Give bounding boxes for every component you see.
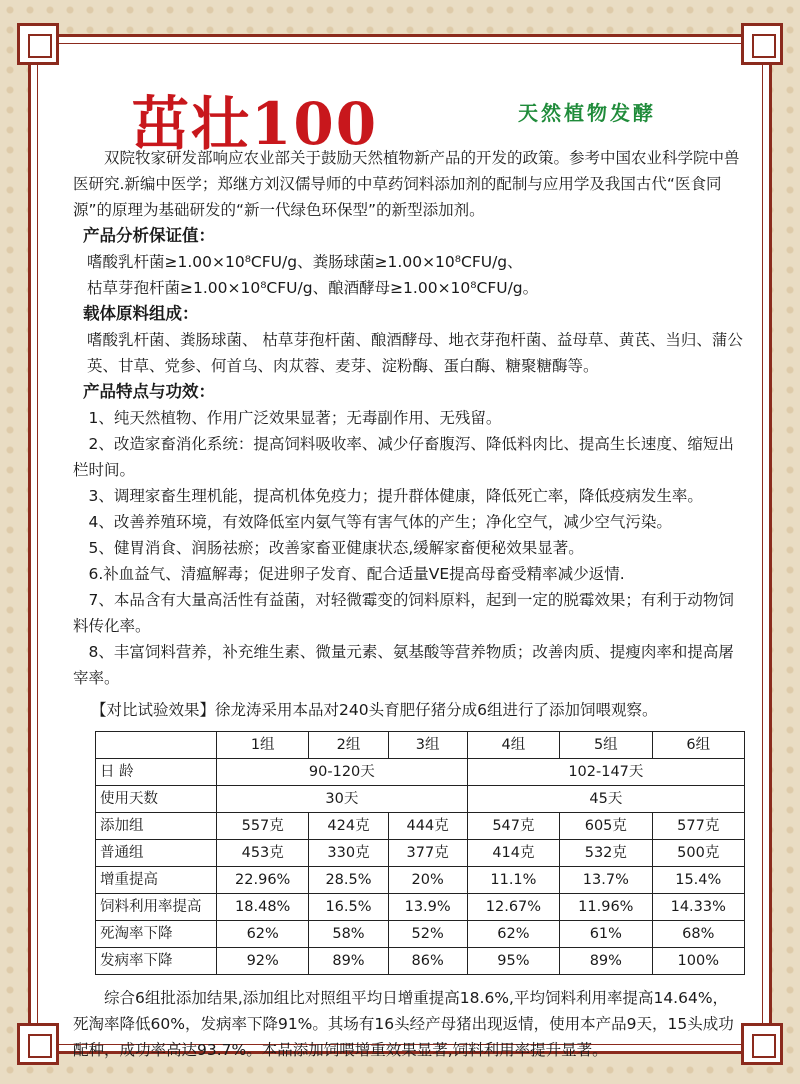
table-cell: 424克 <box>309 813 388 840</box>
table-cell: 13.7% <box>560 867 652 894</box>
table-cell: 11.1% <box>467 867 559 894</box>
feature-item: 1、纯天然植物、作用广泛效果显著；无毒副作用、无残留。 <box>88 409 502 427</box>
table-row <box>96 921 745 948</box>
table-cell: 14.33% <box>652 894 744 921</box>
analysis-heading: 产品分析保证值： <box>83 226 215 245</box>
row-label: 发病率下降 <box>96 948 217 975</box>
table-cell: 95% <box>467 948 559 975</box>
composition-heading: 载体原料组成： <box>83 304 199 323</box>
table-cell: 500克 <box>652 840 744 867</box>
table-row <box>96 759 745 786</box>
corner-ornament <box>741 23 783 65</box>
features-heading: 产品特点与功效： <box>83 382 215 401</box>
features-list <box>73 405 743 691</box>
trial-table <box>95 731 745 975</box>
table-cell: 16.5% <box>309 894 388 921</box>
intro-paragraph: 双院牧家研发部响应农业部关于鼓励天然植物新产品的开发的政策。参考中国农业科学院中兽医研究.新编中医学；郑继方刘汉儒导师的中草药饲料添加剂的配制与应用学及我国古代“医食同源”的原理为基础研发的“新一代绿色环保型”的新型添加剂。 <box>73 149 740 219</box>
table-cell: 45天 <box>467 786 744 813</box>
composition-text: 嗜酸乳杆菌、粪肠球菌、 枯草芽孢杆菌、酿酒酵母、地衣芽孢杆菌、益母草、黄芪、当归、蒲公英、甘草、党参、何首乌、肉苁蓉、麦芽、淀粉酶、蛋白酶、糖聚糖酶等。 <box>87 331 743 375</box>
table-cell: 62% <box>467 921 559 948</box>
group-header: 6组 <box>652 732 744 759</box>
corner-ornament <box>741 1023 783 1065</box>
feature-item: 7、本品含有大量高活性有益菌，对轻微霉变的饲料原料，起到一定的脱霉效果；有利于动物饲料传化率。 <box>73 591 734 635</box>
row-label: 增重提高 <box>96 867 217 894</box>
table-cell: 12.67% <box>467 894 559 921</box>
table-cell: 52% <box>388 921 467 948</box>
table-cell: 68% <box>652 921 744 948</box>
group-header: 2组 <box>309 732 388 759</box>
analysis-line: 枯草芽孢杆菌≥1.00×10⁸CFU/g、酿酒酵母≥1.00×10⁸CFU/g。 <box>87 279 539 297</box>
group-header: 4组 <box>467 732 559 759</box>
table-cell: 102-147天 <box>467 759 744 786</box>
row-label: 使用天数 <box>96 786 217 813</box>
table-cell: 330克 <box>309 840 388 867</box>
table-header-row <box>96 732 745 759</box>
table-row <box>96 894 745 921</box>
table-cell: 377克 <box>388 840 467 867</box>
product-title: 茁壮100 <box>131 90 379 158</box>
feature-item: 6.补血益气、清瘟解毒；促进卵子发育、配合适量VE提高母畜受精率减少返情. <box>88 565 625 583</box>
feature-item: 5、健胃消食、润肠祛瘀；改善家畜亚健康状态,缓解家畜便秘效果显著。 <box>88 539 584 557</box>
row-label: 添加组 <box>96 813 217 840</box>
product-subtitle: 天然植物发酵 <box>518 101 656 125</box>
table-row <box>96 840 745 867</box>
table-cell: 62% <box>217 921 309 948</box>
table-cell: 90-120天 <box>217 759 468 786</box>
summary-paragraph: 综合6组批添加结果,添加组比对照组平均日增重提高18.6%,平均饲料利用率提高14.64%，死淘率降低60%，发病率下降91%。其场有16头经产母猪出现返情，使用本产品9天，15头成功配种，成功率高达93.7%。本品添加饲喂增重效果显著,饲料利用率提升显著。 <box>73 989 734 1059</box>
feature-item: 2、改造家畜消化系统：提高饲料吸收率、减少仔畜腹泻、降低料肉比、提高生长速度、缩短出栏时间。 <box>73 435 734 479</box>
table-cell: 89% <box>309 948 388 975</box>
table-cell: 89% <box>560 948 652 975</box>
table-row <box>96 948 745 975</box>
trial-title: 【对比试验效果】徐龙涛采用本品对240头育肥仔猪分成6组进行了添加饲喂观察。 <box>91 701 658 719</box>
table-cell: 61% <box>560 921 652 948</box>
table-cell: 30天 <box>217 786 468 813</box>
table-cell: 28.5% <box>309 867 388 894</box>
table-cell: 13.9% <box>388 894 467 921</box>
table-cell: 100% <box>652 948 744 975</box>
page-frame <box>28 34 772 1059</box>
row-label: 饲料利用率提高 <box>96 894 217 921</box>
table-cell: 22.96% <box>217 867 309 894</box>
table-cell: 577克 <box>652 813 744 840</box>
table-row <box>96 867 745 894</box>
corner-ornament <box>17 23 59 65</box>
row-label: 普通组 <box>96 840 217 867</box>
table-cell: 605克 <box>560 813 652 840</box>
table-cell: 11.96% <box>560 894 652 921</box>
feature-item: 8、丰富饲料营养，补充维生素、微量元素、氨基酸等营养物质；改善肉质、提瘦肉率和提高屠宰率。 <box>73 643 734 687</box>
group-header: 3组 <box>388 732 467 759</box>
row-label: 死淘率下降 <box>96 921 217 948</box>
feature-item: 4、改善养殖环境，有效降低室内氨气等有害气体的产生；净化空气，减少空气污染。 <box>88 513 672 531</box>
table-cell: 15.4% <box>652 867 744 894</box>
table-cell: 453克 <box>217 840 309 867</box>
table-cell: 92% <box>217 948 309 975</box>
table-cell: 532克 <box>560 840 652 867</box>
trial-data-rows <box>96 813 745 975</box>
table-cell: 18.48% <box>217 894 309 921</box>
table-row <box>96 786 745 813</box>
main-content <box>73 145 743 1063</box>
corner-ornament <box>17 1023 59 1065</box>
analysis-line: 嗜酸乳杆菌≥1.00×10⁸CFU/g、粪肠球菌≥1.00×10⁸CFU/g、 <box>87 253 523 271</box>
group-header: 5组 <box>560 732 652 759</box>
table-cell: 58% <box>309 921 388 948</box>
table-cell: 414克 <box>467 840 559 867</box>
table-corner-cell <box>96 732 217 759</box>
table-cell: 547克 <box>467 813 559 840</box>
row-label: 日 龄 <box>96 759 217 786</box>
table-cell: 557克 <box>217 813 309 840</box>
table-cell: 444克 <box>388 813 467 840</box>
table-cell: 86% <box>388 948 467 975</box>
group-header: 1组 <box>217 732 309 759</box>
table-row <box>96 813 745 840</box>
feature-item: 3、调理家畜生理机能，提高机体免疫力；提升群体健康，降低死亡率，降低疫病发生率。 <box>88 487 703 505</box>
table-cell: 20% <box>388 867 467 894</box>
